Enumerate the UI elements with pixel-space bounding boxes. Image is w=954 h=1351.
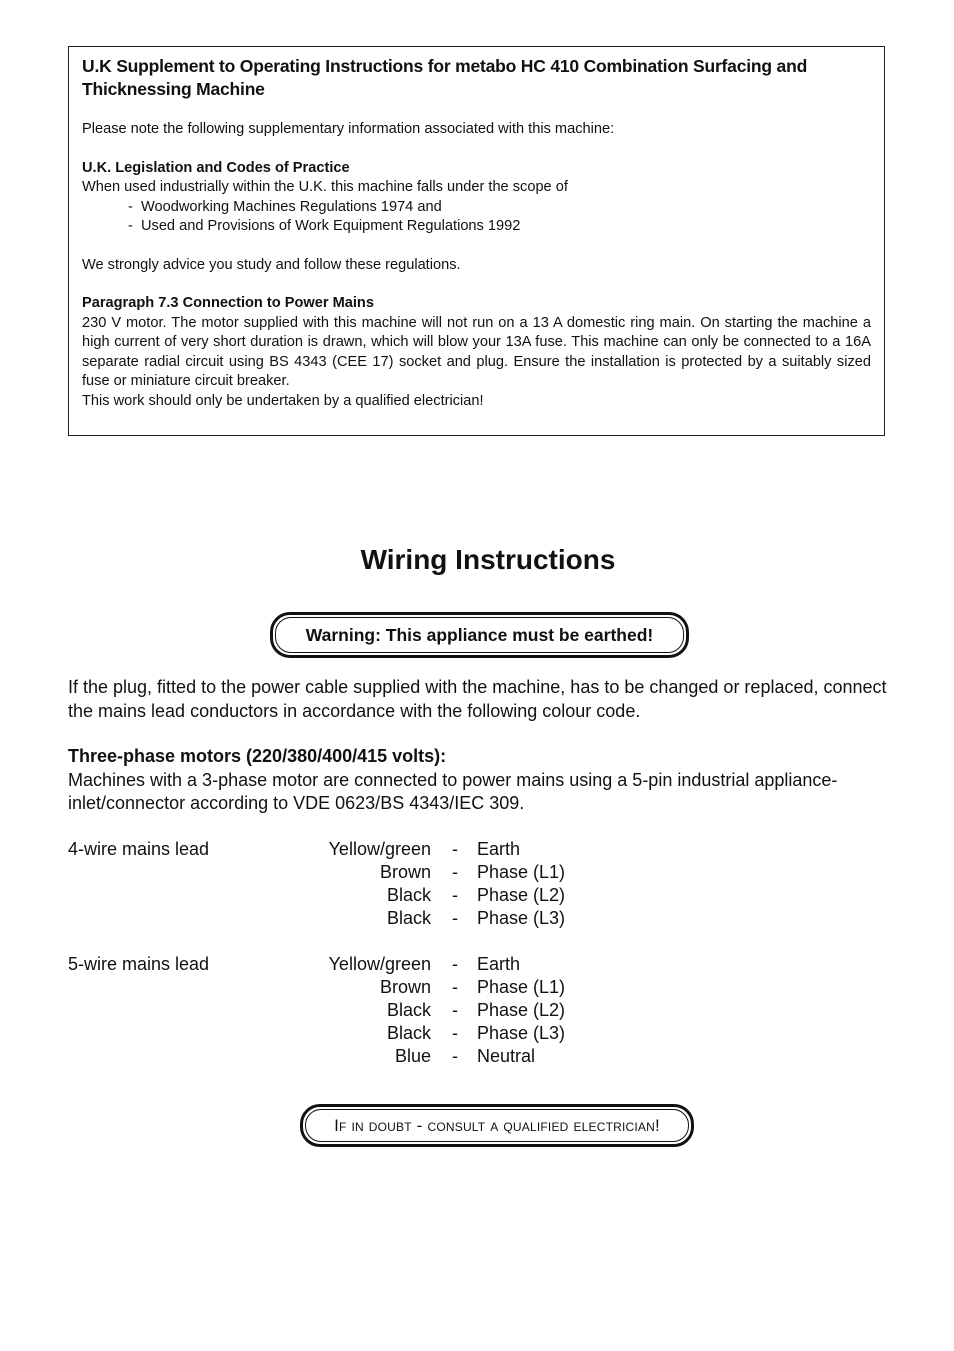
wire-colour: Yellow/green xyxy=(328,954,431,974)
wire-function: Phase (L3) xyxy=(477,908,566,929)
five-wire-label: 5-wire mains lead xyxy=(68,954,210,974)
four-wire-table xyxy=(68,838,668,930)
wire-colour: Black xyxy=(386,1000,431,1021)
wire-function: Phase (L3) xyxy=(477,1023,566,1044)
table-row xyxy=(68,907,668,930)
uk-supplement-box xyxy=(68,46,885,436)
table-row xyxy=(68,999,668,1022)
wire-colour: Black xyxy=(386,1023,431,1044)
wire-function: Phase (L1) xyxy=(477,977,566,998)
wire-function: Earth xyxy=(477,839,521,859)
wire-dash: - xyxy=(452,1000,458,1021)
wiring-instructions-title: Wiring Instructions xyxy=(360,544,616,575)
table-row xyxy=(68,953,668,976)
regulation-item: - Woodworking Machines Regulations 1974 and xyxy=(128,198,871,218)
wire-dash: - xyxy=(452,908,458,929)
table-row xyxy=(68,838,668,861)
wire-dash: - xyxy=(452,1046,458,1067)
wire-dash: - xyxy=(452,954,458,974)
earth-warning-badge xyxy=(270,612,689,658)
wire-function: Earth xyxy=(477,954,521,974)
paragraph-note: This work should only be undertaken by a qualified electrician! xyxy=(82,392,484,409)
electrician-notice-text: If in doubt - consult a qualified electrician! xyxy=(334,1115,660,1135)
advice-text: We strongly advice you study and follow these regulations. xyxy=(82,256,461,273)
earth-warning-text: Warning: This appliance must be earthed! xyxy=(305,624,654,645)
legislation-heading: U.K. Legislation and Codes of Practice xyxy=(82,159,350,176)
wire-dash: - xyxy=(452,885,458,906)
wire-colour: Black xyxy=(386,908,431,929)
paragraph-heading: Paragraph 7.3 Connection to Power Mains xyxy=(82,295,374,311)
wire-function: Phase (L2) xyxy=(477,885,566,906)
regulation-item: - Used and Provisions of Work Equipment Regulations 1992 xyxy=(128,217,871,237)
supplement-title: U.K Supplement to Operating Instructions for metabo HC 410 Combination Surfacing and Thicknessing Machine xyxy=(82,56,808,99)
wire-function: Neutral xyxy=(477,1046,536,1067)
regulations-list xyxy=(82,198,871,237)
wire-colour: Blue xyxy=(394,1046,431,1067)
three-phase-text: Machines with a 3-phase motor are connected to power mains using a 5-pin industrial appliance-inlet/connector according to VDE 0623/BS 4343/IEC 309. xyxy=(68,769,838,813)
wire-colour: Black xyxy=(386,885,431,906)
three-phase-section xyxy=(68,745,888,816)
table-row xyxy=(68,884,668,907)
wire-dash: - xyxy=(452,839,458,859)
table-row xyxy=(68,861,668,884)
supplement-intro: Please note the following supplementary information associated with this machine: xyxy=(82,121,615,137)
three-phase-heading: Three-phase motors (220/380/400/415 volts): xyxy=(68,746,447,766)
wire-dash: - xyxy=(452,977,458,998)
electrician-notice-badge xyxy=(300,1104,694,1147)
five-wire-table xyxy=(68,953,668,1068)
plug-replacement-intro: If the plug, fitted to the power cable supplied with the machine, has to be changed or replaced, connect the mains lead conductors in accordance with the following colour code. xyxy=(68,677,887,721)
table-row xyxy=(68,1022,668,1045)
wire-colour: Brown xyxy=(379,977,431,998)
wire-dash: - xyxy=(452,1023,458,1044)
table-row xyxy=(68,976,668,999)
table-row xyxy=(68,1045,668,1068)
wire-function: Phase (L1) xyxy=(477,862,566,883)
paragraph-text: 230 V motor. The motor supplied with this machine will not run on a 13 A domestic ring main. On starting the machine a high current of very short duration is drawn, which will blow your 13A fuse. This machine can only be connected to a 16A separate radial circuit using BS 4343 (CEE 17) socket and plug. Ensure the installation is protected by a suitably sized fuse or miniature circuit breaker. xyxy=(82,314,871,389)
wire-function: Phase (L2) xyxy=(477,1000,566,1021)
wire-colour: Yellow/green xyxy=(328,839,431,859)
four-wire-label: 4-wire mains lead xyxy=(68,839,210,859)
legislation-text: When used industrially within the U.K. this machine falls under the scope of xyxy=(82,179,568,195)
wire-dash: - xyxy=(452,862,458,883)
wire-colour: Brown xyxy=(379,862,431,883)
